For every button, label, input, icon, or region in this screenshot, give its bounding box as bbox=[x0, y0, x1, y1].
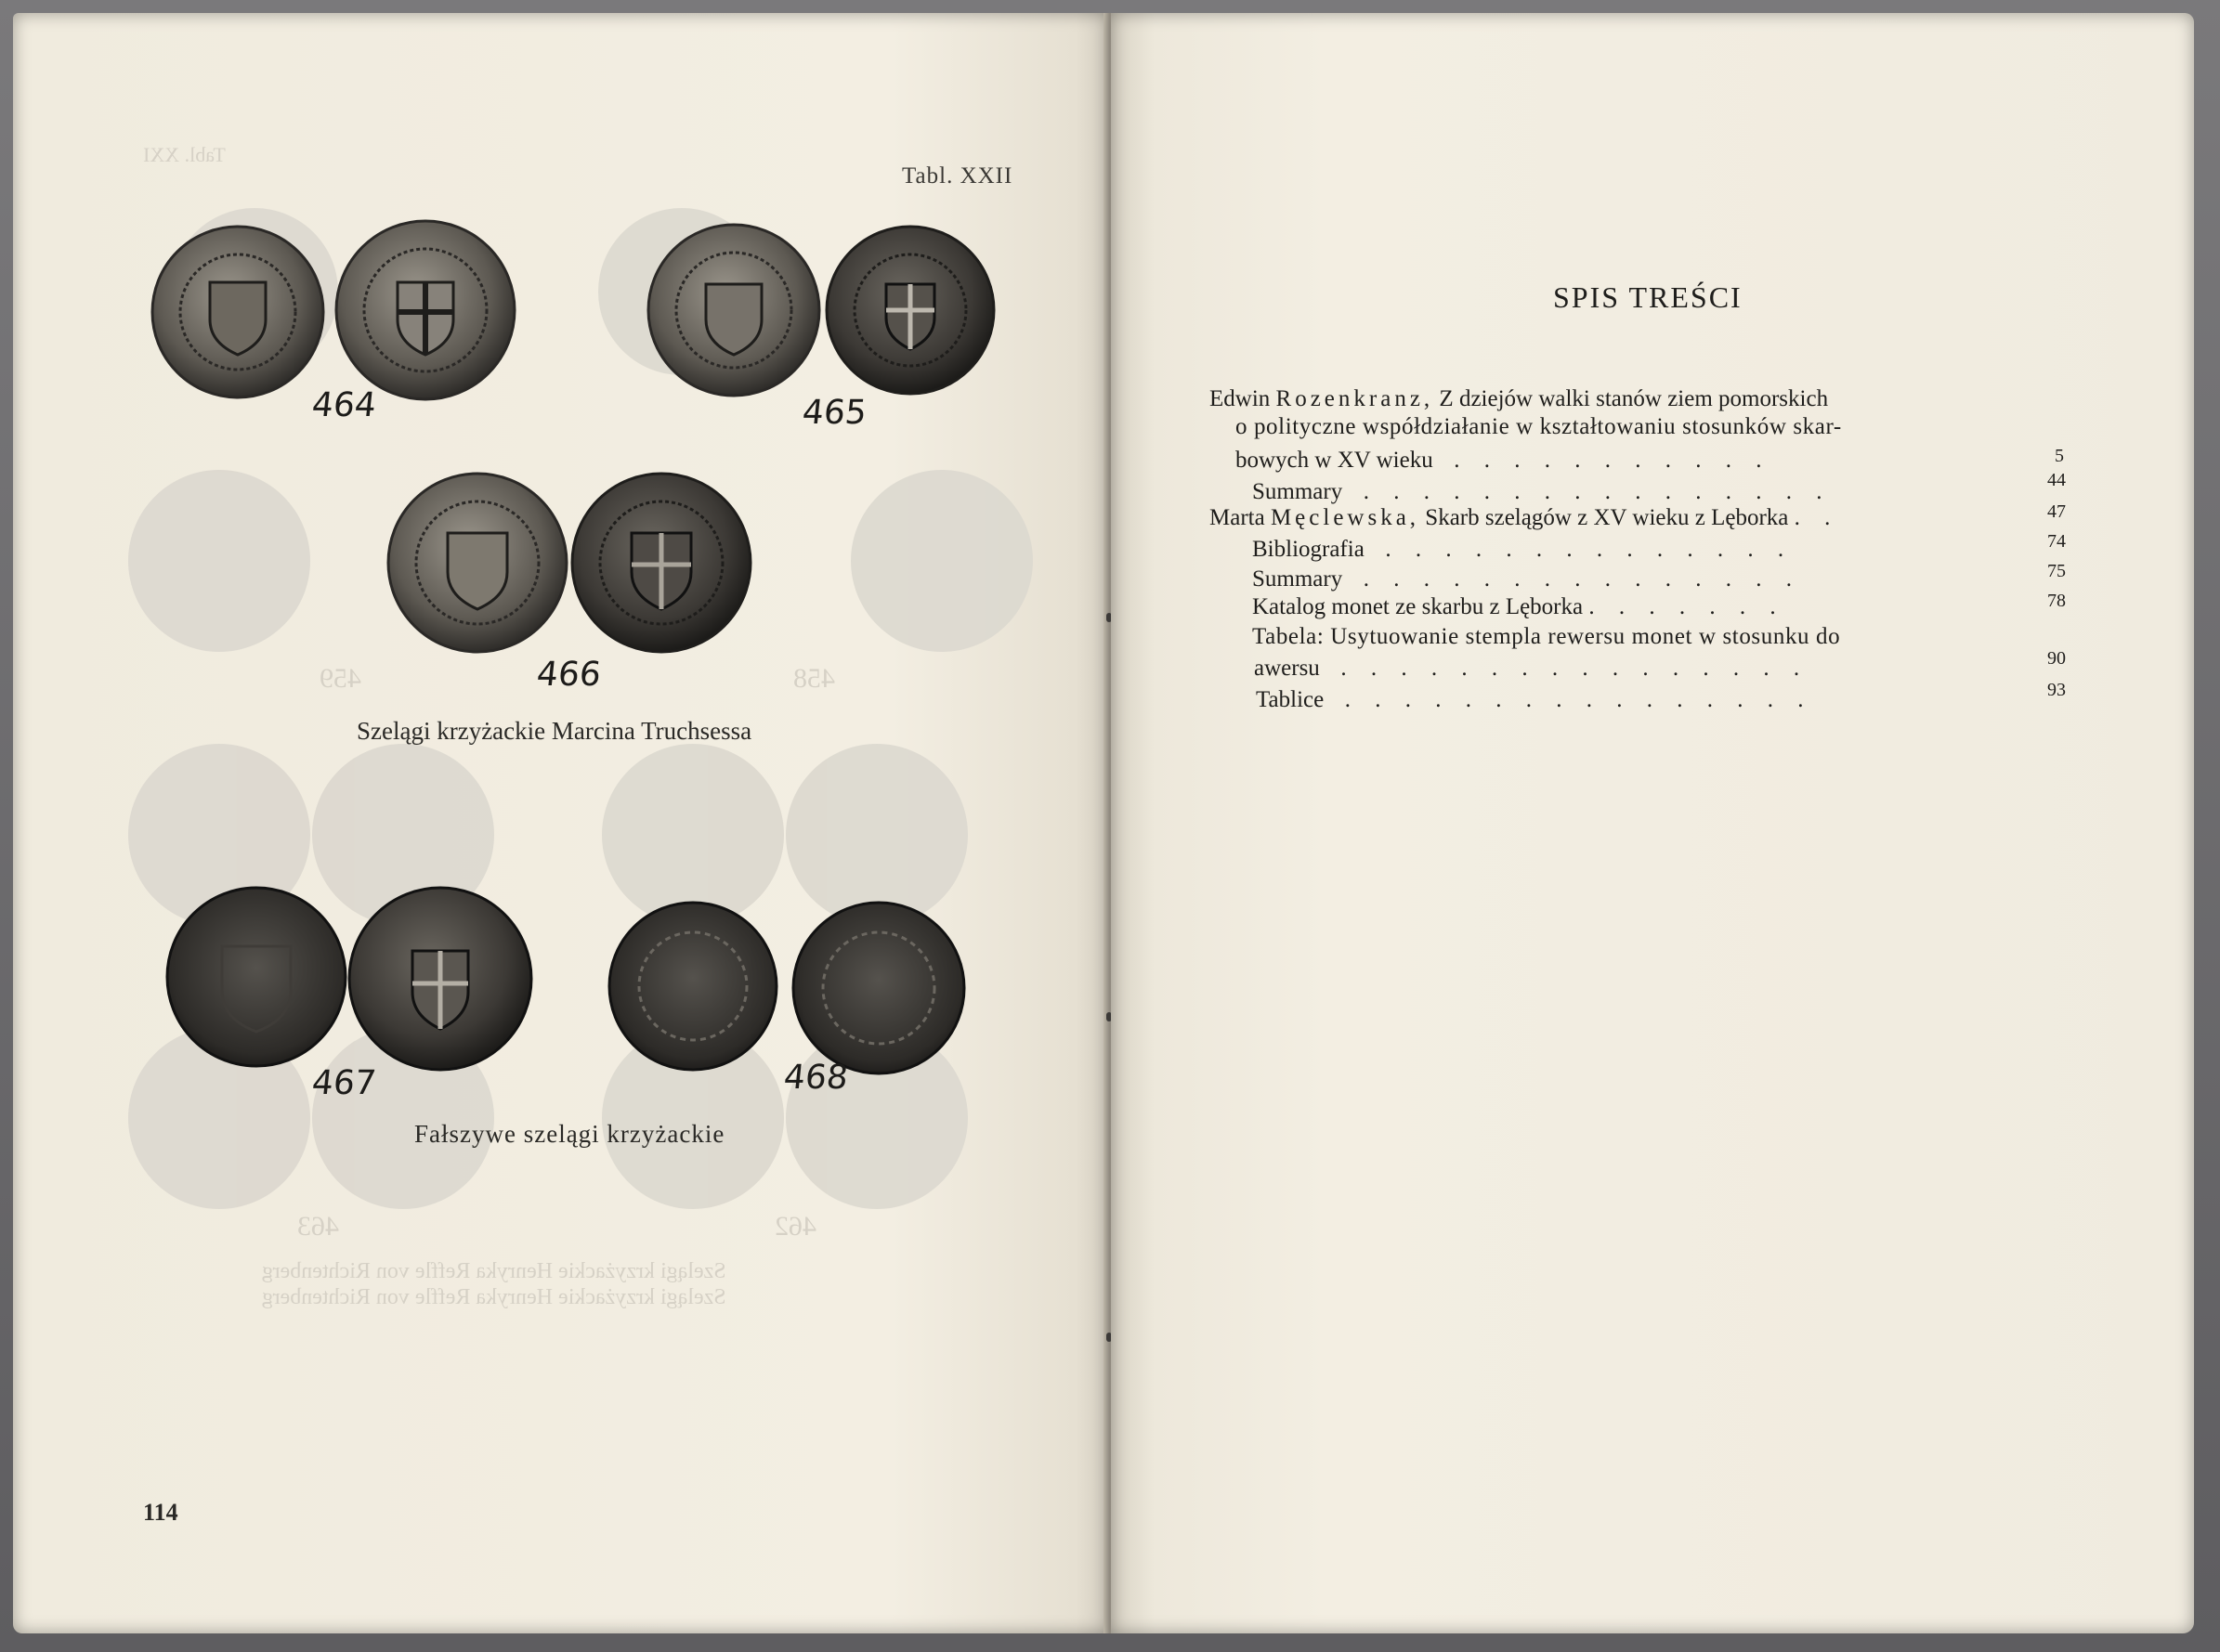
toc-page-number: 78 bbox=[2047, 591, 2066, 611]
left-page bbox=[13, 13, 1109, 1633]
coin-467-obverse bbox=[167, 888, 346, 1066]
ghost-number: 459 bbox=[320, 663, 361, 694]
coin-number-464: 464 bbox=[309, 386, 378, 424]
coin-464-reverse bbox=[336, 221, 515, 399]
coin-468-obverse bbox=[609, 903, 777, 1070]
toc-entry-meclewska: Marta Męclewska, Skarb szelągów z XV wieku z Lęborka . . bbox=[1209, 505, 1840, 530]
coin-468-reverse bbox=[793, 903, 964, 1073]
coin-464-obverse bbox=[152, 227, 323, 397]
coin-number-468: 468 bbox=[781, 1059, 850, 1097]
coin-467-reverse bbox=[349, 888, 531, 1070]
caption-falszywe: Fałszywe szelągi krzyżackie bbox=[414, 1120, 725, 1148]
ghost-caption: Szelągi krzyżackie Henryka Reffle von Richtenberg bbox=[262, 1259, 726, 1283]
toc-page-number: 93 bbox=[2047, 680, 2066, 700]
coin-number-467: 467 bbox=[309, 1064, 378, 1102]
toc-page-number: 74 bbox=[2047, 531, 2066, 552]
ghost-plate-label: Tabl. XXI bbox=[143, 143, 226, 166]
toc-page-number: 44 bbox=[2047, 470, 2066, 490]
coin-plate bbox=[13, 13, 1109, 1633]
right-page bbox=[1111, 13, 2194, 1633]
toc-page-number: 47 bbox=[2047, 501, 2066, 522]
ghost-number: 463 bbox=[297, 1211, 339, 1242]
toc-entry-rozenkranz: Edwin Rozenkranz, Z dziejów walki stanów ziem pomorskich bbox=[1209, 386, 1829, 411]
toc-entry-tabela: Tabela: Usytuowanie stempla rewersu monet w stosunku do bbox=[1252, 624, 1841, 649]
coin-number-466: 466 bbox=[534, 656, 603, 694]
coin-466-obverse bbox=[388, 474, 567, 652]
page-number: 114 bbox=[143, 1499, 178, 1526]
ghost-caption: Szelągi krzyżackie Henryka Reffle von Richtenberg bbox=[262, 1285, 726, 1309]
toc-page-number: 90 bbox=[2047, 648, 2066, 669]
toc-entry-awersu: awersu . . . . . . . . . . . . . . . . bbox=[1254, 656, 1809, 681]
toc-entry-bibliografia: Bibliografia . . . . . . . . . . . . . . bbox=[1252, 537, 1794, 562]
coin-number-465: 465 bbox=[800, 394, 868, 432]
toc-page-number: 5 bbox=[2055, 446, 2064, 466]
plate-label: Tabl. XXII bbox=[902, 163, 1013, 189]
toc-entry-continued: bowych w XV wieku . . . . . . . . . . . bbox=[1235, 448, 1771, 473]
toc-entry-tablice: Tablice . . . . . . . . . . . . . . . . bbox=[1256, 687, 1813, 712]
ghost-number: 458 bbox=[793, 663, 835, 694]
coin-465-obverse bbox=[648, 225, 819, 396]
coin-465-reverse bbox=[827, 227, 994, 394]
toc-entry-summary: Summary . . . . . . . . . . . . . . . . bbox=[1252, 479, 1832, 504]
toc-entry-continued: o polityczne współdziałanie w kształtowaniu stosunków skar- bbox=[1235, 414, 1842, 439]
toc-title: SPIS TREŚCI bbox=[1553, 280, 1743, 314]
toc-entry-katalog: Katalog monet ze skarbu z Lęborka . . . . . . . bbox=[1252, 594, 1785, 619]
toc-entry-summary-2: Summary . . . . . . . . . . . . . . . bbox=[1252, 566, 1801, 592]
caption-truchsess: Szelągi krzyżackie Marcina Truchsessa bbox=[357, 717, 752, 745]
ghost-number: 462 bbox=[775, 1211, 816, 1242]
coin-466-reverse bbox=[572, 474, 751, 652]
toc-page-number: 75 bbox=[2047, 561, 2066, 581]
